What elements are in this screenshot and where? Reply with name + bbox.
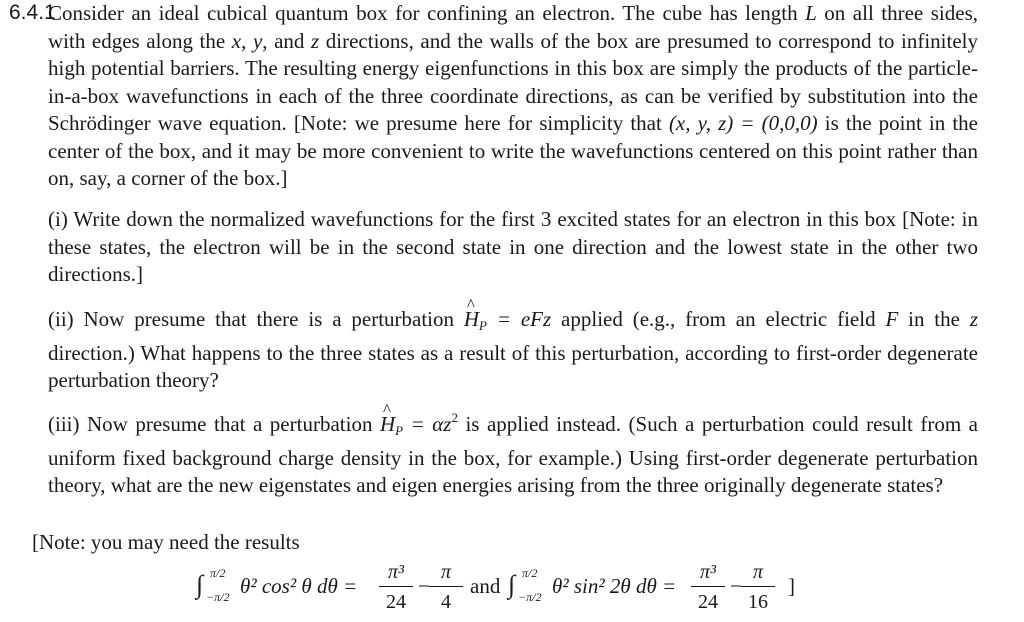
integral-sign: ∫ — [508, 570, 516, 599]
part-ii: (ii) Now presume that there is a perturbation ^ $H_P$ = eFz applied (e.g., from an electric field F in the z direction.) What happens to the three states as a result of this perturbation, according to first-order degenerate perturbation theory? — [48, 306, 978, 395]
problem-number: 6.4.1 — [9, 1, 56, 24]
integral-1-body: θ² cos² θ dθ = — [240, 574, 358, 598]
integral-sign: ∫ — [196, 570, 204, 599]
note-label: [Note: you may need the results — [32, 530, 300, 554]
hamiltonian-symbol: ^ H — [380, 411, 395, 439]
center-point-expression: (x, y, z) = (0,0,0) — [668, 111, 818, 135]
fraction: π³ 24 — [376, 558, 416, 615]
integral-2-body: θ² sin² 2θ dθ = — [552, 574, 677, 598]
hamiltonian-symbol: ^ H — [464, 306, 479, 334]
fraction: π³ 24 — [688, 558, 728, 615]
integral-formulas: ∫ π/2 −π/2 θ² cos² θ dθ = π³ 24 − π 4 and ∫ π/2 −π/2 θ² sin² 2θ dθ = π³ 24 − π 16 ] — [196, 558, 816, 618]
problem-intro: Consider an ideal cubical quantum box for confining an electron. The cube has length L on all three sides, with edges along the x, y, and z directions, and the walls of the box are presumed to correspond to infinitely high potential barriers. The resulting energy eigenfunctions in this box are simply the products of the particle-in-a-box wavefunctions in each of the three coordinate directions, as can be verified by substitution into the Schrödinger wave equation. [Note: we presume here for simplicity that (x, y, z) = (0,0,0) is the point in the center of the box, and it may be more convenient to write the wavefunctions centered on this point rather than on, say, a corner of the box.] — [48, 1, 978, 190]
fraction: π 4 — [426, 558, 466, 615]
closing-bracket: ] — [788, 574, 795, 598]
part-iii: (iii) Now presume that a perturbation ^ $H_P = \alpha z^2$ is applied instead. (Such a perturbation could result from a uniform fixed background charge density in the box, for example.) Using first-order degenerate perturbation theory, what are the new eigenstates and eigen energies arising from the three originally degenerate states? — [48, 404, 978, 500]
part-i: (i) Write down the normalized wavefunctions for the first 3 excited states for an electron in this box [Note: in these states, the electron will be in the second state in one direction and the lowest state in the other two directions.] — [48, 207, 978, 286]
and-word: and — [470, 574, 501, 598]
fraction: π 16 — [738, 558, 778, 615]
